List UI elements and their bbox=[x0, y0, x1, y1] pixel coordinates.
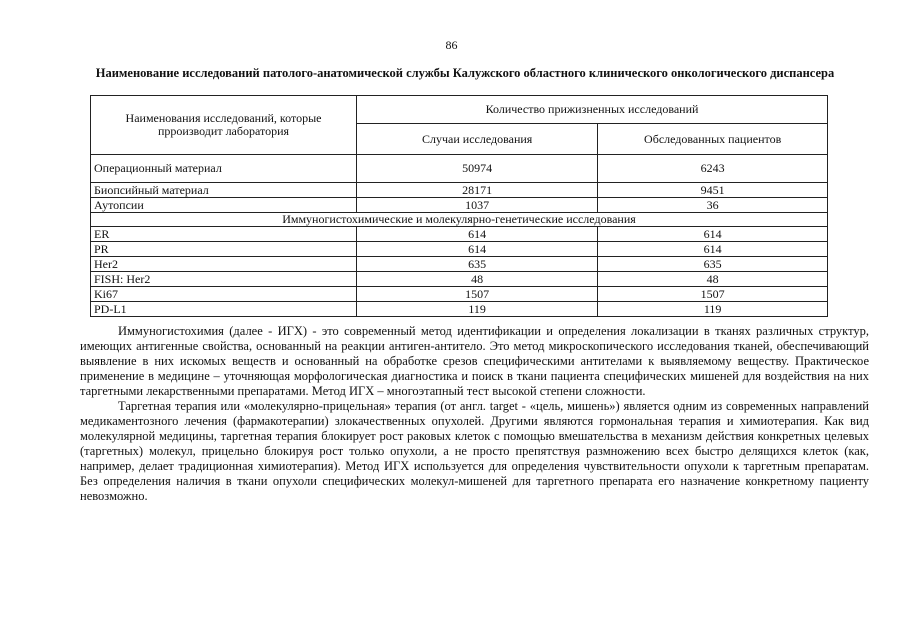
row-name: Аутопсии bbox=[91, 198, 357, 213]
row-name: Her2 bbox=[91, 257, 357, 272]
row-name: Операционный материал bbox=[91, 155, 357, 183]
row-cases: 1507 bbox=[357, 287, 598, 302]
row-name: ER bbox=[91, 227, 357, 242]
row-cases: 1037 bbox=[357, 198, 598, 213]
row-patients: 635 bbox=[598, 257, 828, 272]
section-title: Иммуногистохимические и молекулярно-генетические исследования bbox=[91, 213, 828, 227]
row-cases: 614 bbox=[357, 227, 598, 242]
row-name: PR bbox=[91, 242, 357, 257]
table-row bbox=[91, 302, 828, 317]
page-number: 86 bbox=[445, 38, 458, 52]
table-row bbox=[91, 155, 828, 183]
table-row bbox=[91, 242, 828, 257]
row-cases: 48 bbox=[357, 272, 598, 287]
row-patients: 6243 bbox=[598, 155, 828, 183]
section-row bbox=[91, 213, 828, 227]
row-name: Ki67 bbox=[91, 287, 357, 302]
row-cases: 614 bbox=[357, 242, 598, 257]
table-row bbox=[91, 227, 828, 242]
header-patients: Обследованных пациентов bbox=[598, 124, 828, 155]
table-row bbox=[91, 183, 828, 198]
paragraph-targeted-therapy: Таргетная терапия или «молекулярно-прицельная» терапия (от англ. target - «цель, мишень») является одним из современных направлений медикаментозного лечения (фармакотерапии) злокачественных опухолей. Другими являются гормональная терапия и химиотерапия. Как вид молекулярной медицины, таргетная терапия блокирует рост раковых клеток с помощью вмешательства в механизм действия конкретных целевых (таргетных) молекул, прицельно блокируя рост только опухоли, а не просто препятствуя размножению всех быстро делящихся клеток (как, например, делает традиционная химиотерапия). Метод ИГХ используется для определения чувствительности опухоли к таргетным препаратам. Без определения наличия в ткани опухоли специфических молекул-мишеней для таргетного препарата его назначение конкретному пациенту невозможно. bbox=[80, 399, 869, 503]
row-cases: 50974 bbox=[357, 155, 598, 183]
table-row bbox=[91, 198, 828, 213]
paragraph-ihc: Иммуногистохимия (далее - ИГХ) - это современный метод идентификации и определения локализации в тканях различных структур, имеющих антигенные свойства, основанный на реакции антиген-антитело. Это метод микроскопического исследования тканей, обеспечивающий выявление в них искомых веществ и основанный на обработке срезов специфическими антителами к выявляемому веществу. Практическое применение в медицине – уточняющая морфологическая диагностика и поиск в ткани пациента специфических мишеней для воздействия на них таргетными лекарственными препаратами. Метод ИГХ – многоэтапный тест высокой степени сложности. bbox=[80, 324, 869, 398]
row-patients: 48 bbox=[598, 272, 828, 287]
row-patients: 9451 bbox=[598, 183, 828, 198]
document-title: Наименование исследований патолого-анатомической службы Калужского областного клинического онкологического диспансера bbox=[95, 66, 835, 80]
row-patients: 119 bbox=[598, 302, 828, 317]
row-patients: 614 bbox=[598, 242, 828, 257]
row-cases: 119 bbox=[357, 302, 598, 317]
header-research-name: Наименования исследований, которые прроизводит лаборатория bbox=[91, 96, 357, 155]
row-name: FISH: Her2 bbox=[91, 272, 357, 287]
table-row bbox=[91, 287, 828, 302]
row-patients: 36 bbox=[598, 198, 828, 213]
header-cases: Случаи исследования bbox=[357, 124, 598, 155]
body-text bbox=[80, 324, 869, 504]
row-name: Биопсийный материал bbox=[91, 183, 357, 198]
research-table bbox=[90, 95, 828, 317]
table-row bbox=[91, 272, 828, 287]
row-name: PD-L1 bbox=[91, 302, 357, 317]
row-cases: 635 bbox=[357, 257, 598, 272]
table-row bbox=[91, 257, 828, 272]
header-research-count: Количество прижизненных исследований bbox=[357, 96, 828, 124]
row-cases: 28171 bbox=[357, 183, 598, 198]
row-patients: 1507 bbox=[598, 287, 828, 302]
row-patients: 614 bbox=[598, 227, 828, 242]
